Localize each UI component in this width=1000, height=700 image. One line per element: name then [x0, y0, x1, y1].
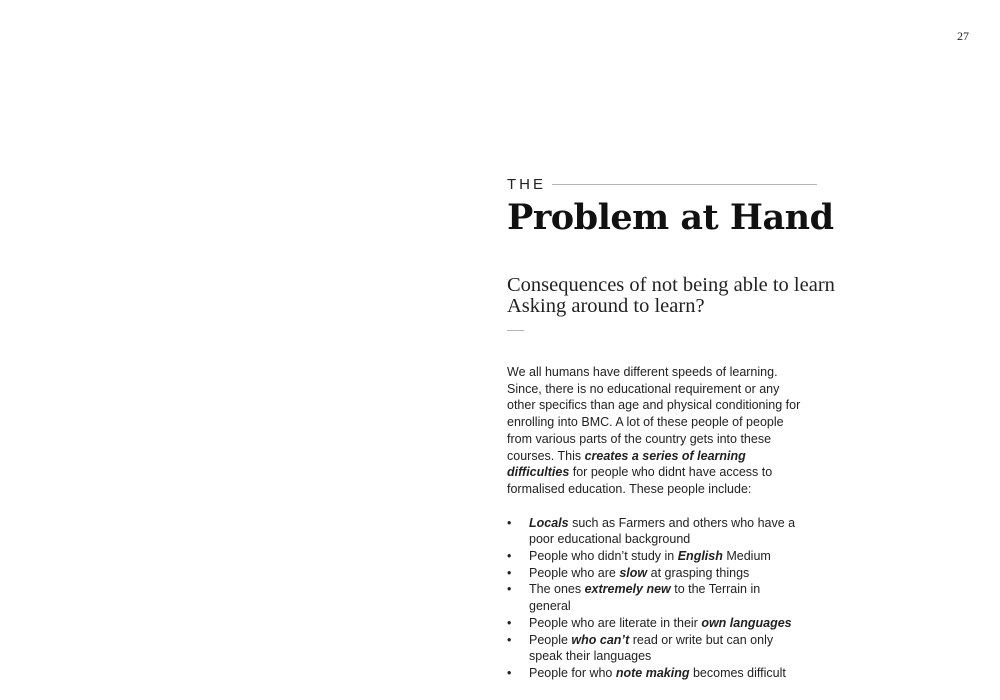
paragraph-text-1: We all humans have different speeds of learning. Since, there is no educational requirement or any other specifics than age and physical conditioning for enrolling into BMC. A lot of these people of people from various parts of the country gets into these courses. This — [507, 365, 801, 463]
list-item-text: at grasping things — [647, 565, 750, 580]
list-item-emphasis: slow — [619, 565, 648, 580]
list-item-text: People who didn’t study in — [529, 549, 678, 564]
list-item-text: People — [529, 632, 572, 647]
list-item — [507, 515, 802, 548]
list-item-text: People who are literate in their — [529, 615, 702, 630]
subtitle-divider — [507, 330, 524, 331]
list-item-text: to the Terrain in general — [529, 582, 761, 614]
list-item — [507, 665, 802, 682]
page-title: Problem at Hand — [507, 197, 834, 238]
list-item-emphasis: own languages — [701, 615, 792, 630]
header-rule — [552, 184, 817, 185]
list-item-emphasis: Locals — [529, 515, 569, 530]
bullet-list — [507, 515, 802, 682]
subtitle-line-2: Asking around to learn? — [507, 295, 705, 317]
list-item — [507, 581, 802, 614]
paragraph-text-2: for people who didnt have access to formalised education. These people include: — [507, 465, 773, 496]
section-kicker: THE — [507, 175, 546, 193]
list-item-text: People for who — [529, 665, 616, 680]
list-item — [507, 565, 802, 582]
list-item-text: People who are — [529, 565, 620, 580]
list-item-emphasis: English — [677, 549, 723, 564]
list-item-text: read or write but can only speak their languages — [529, 632, 774, 664]
list-item-emphasis: note making — [615, 665, 690, 680]
article — [507, 174, 835, 682]
list-item-emphasis: extremely new — [584, 582, 671, 597]
bullet-icon: • — [507, 665, 512, 680]
list-item — [507, 615, 802, 632]
bullet-icon: • — [507, 632, 512, 647]
page-number: 27 — [957, 29, 969, 43]
bullet-icon: • — [507, 515, 512, 530]
list-item-text: The ones — [529, 582, 585, 597]
list-item-text: such as Farmers and others who have a poor educational background — [529, 515, 796, 547]
list-item-emphasis: who can’t — [571, 632, 630, 647]
subtitle — [507, 274, 835, 317]
bullet-icon: • — [507, 615, 512, 630]
list-item-text: becomes difficult — [689, 665, 786, 680]
section-header — [507, 174, 817, 194]
intro-paragraph — [507, 364, 802, 498]
subtitle-line-1: Consequences of not being able to learn — [507, 274, 835, 296]
paragraph-emphasis: creates a series of learning difficulties — [507, 448, 746, 480]
list-item-text: Medium — [722, 549, 771, 564]
list-item — [507, 548, 802, 565]
bullet-icon: • — [507, 565, 512, 580]
list-item — [507, 632, 802, 665]
bullet-icon: • — [507, 582, 512, 597]
bullet-icon: • — [507, 549, 512, 564]
